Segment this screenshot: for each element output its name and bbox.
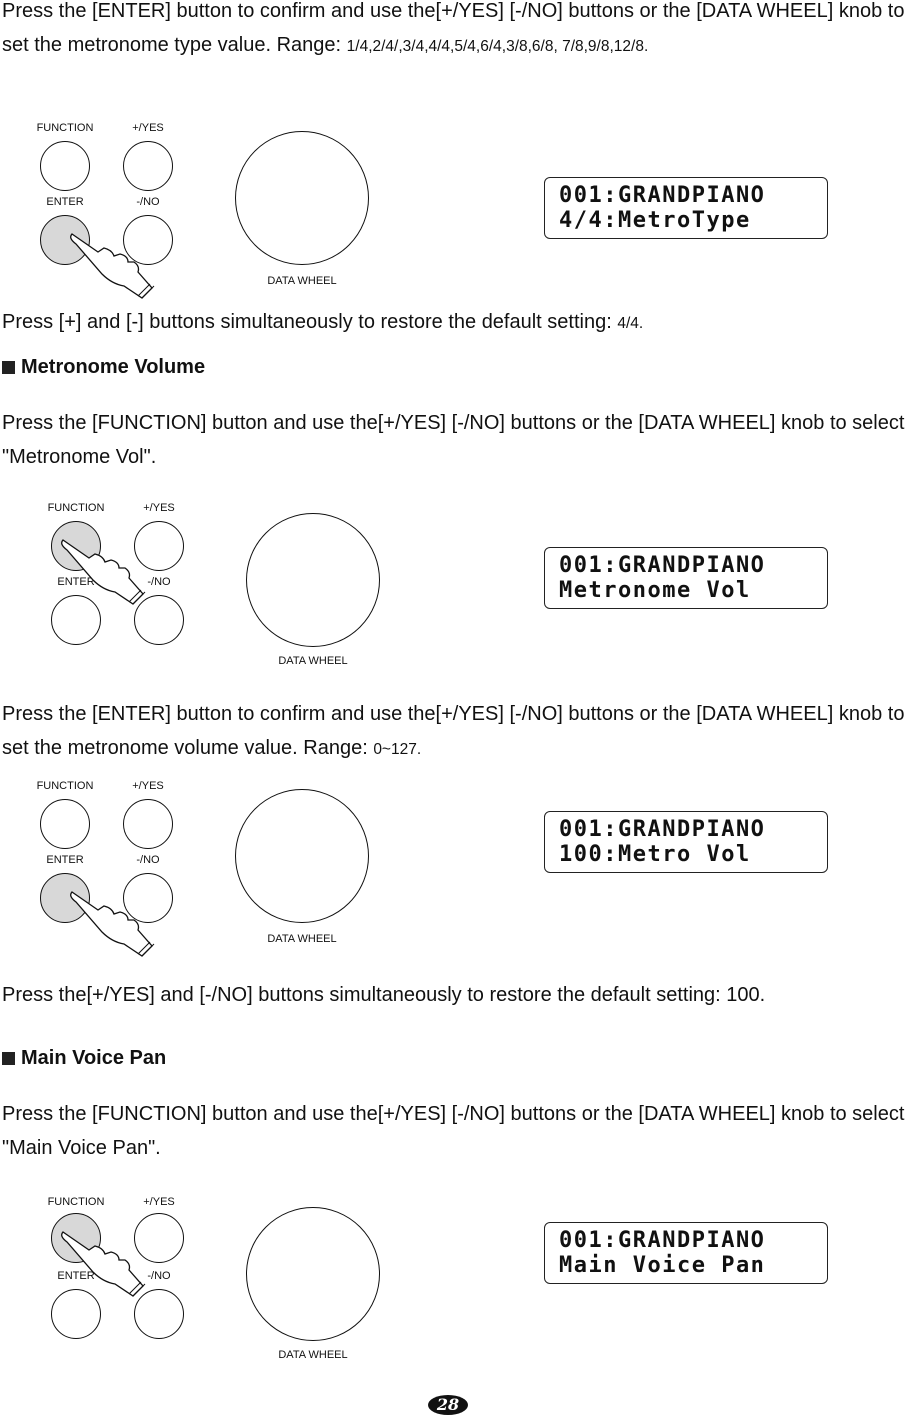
function-label: FUNCTION	[36, 780, 94, 792]
lcd-line-2: Main Voice Pan	[559, 1253, 766, 1278]
section-heading-metronome-volume: Metronome Volume	[2, 356, 205, 379]
panel-function-pan	[41, 1192, 381, 1367]
lcd-display	[544, 547, 828, 609]
pointing-hand-icon	[59, 536, 149, 606]
pointing-hand-icon	[68, 230, 158, 300]
data-wheel-label: DATA WHEEL	[267, 275, 337, 287]
instruction-metronome-volume: Press the [ENTER] button to confirm and use the[+/YES] [-/NO] buttons or the [DATA WHEEL] knob to set the metronome volume value. Range: 0~127.	[2, 703, 905, 759]
lcd-line-1: 001:GRANDPIANO	[559, 817, 766, 842]
range-metronome-volume: 0~127.	[373, 741, 422, 758]
panel-function-vol	[41, 498, 381, 673]
yes-button[interactable]	[123, 141, 173, 191]
lcd-line-1: 001:GRANDPIANO	[559, 183, 766, 208]
section-heading-main-voice-pan: Main Voice Pan	[2, 1047, 166, 1070]
enter-label: ENTER	[57, 576, 95, 588]
data-wheel[interactable]	[246, 1207, 380, 1341]
lcd-display	[544, 811, 828, 873]
lcd-line-2: 100:Metro Vol	[559, 842, 751, 867]
yes-label: +/YES	[132, 122, 164, 134]
lcd-line-1: 001:GRANDPIANO	[559, 1228, 766, 1253]
enter-label: ENTER	[46, 196, 84, 208]
no-label: -/NO	[147, 576, 171, 588]
function-button[interactable]	[40, 141, 90, 191]
no-label: -/NO	[136, 854, 160, 866]
instruction-metronome-type: Press the [ENTER] button to confirm and use the[+/YES] [-/NO] buttons or the [DATA WHEEL] knob to set the metronome type value. Range: 1/4,2/4/,3/4,4/4,5/4,6/4,3/8,6/8, 7/8,9/8,12/8.	[2, 0, 905, 56]
function-label: FUNCTION	[47, 502, 105, 514]
yes-button[interactable]	[123, 799, 173, 849]
function-label: FUNCTION	[47, 1196, 105, 1208]
panel-enter-type	[30, 118, 370, 293]
yes-label: +/YES	[143, 502, 175, 514]
lcd-line-1: 001:GRANDPIANO	[559, 553, 766, 578]
data-wheel-label: DATA WHEEL	[278, 1349, 348, 1361]
data-wheel[interactable]	[235, 131, 369, 265]
enter-label: ENTER	[57, 1270, 95, 1282]
lcd-line-2: Metronome Vol	[559, 578, 751, 603]
no-label: -/NO	[136, 196, 160, 208]
data-wheel-label: DATA WHEEL	[267, 933, 337, 945]
function-label: FUNCTION	[36, 122, 94, 134]
lcd-line-2: 4/4:MetroType	[559, 208, 751, 233]
no-label: -/NO	[147, 1270, 171, 1282]
function-button[interactable]	[40, 799, 90, 849]
yes-label: +/YES	[132, 780, 164, 792]
range-metronome-type: 1/4,2/4/,3/4,4/4,5/4,6/4,3/8,6/8, 7/8,9/8,12/8.	[346, 38, 649, 55]
data-wheel[interactable]	[246, 513, 380, 647]
lcd-display	[544, 1222, 828, 1284]
enter-label: ENTER	[46, 854, 84, 866]
bullet-square-icon	[2, 1052, 15, 1065]
yes-label: +/YES	[143, 1196, 175, 1208]
panel-enter-vol	[30, 776, 370, 951]
data-wheel[interactable]	[235, 789, 369, 923]
data-wheel-label: DATA WHEEL	[278, 655, 348, 667]
restore-default-volume: Press the[+/YES] and [-/NO] buttons simultaneously to restore the default setting: 100.	[2, 984, 766, 1006]
lcd-display	[544, 177, 828, 239]
instruction-select-metronome-vol: Press the [FUNCTION] button and use the[+/YES] [-/NO] buttons or the [DATA WHEEL] knob to select "Metronome Vol".	[2, 412, 905, 468]
instruction-select-main-voice-pan: Press the [FUNCTION] button and use the[+/YES] [-/NO] buttons or the [DATA WHEEL] knob to select "Main Voice Pan".	[2, 1103, 905, 1159]
page-number: 28	[428, 1395, 468, 1415]
bullet-square-icon	[2, 361, 15, 374]
pointing-hand-icon	[68, 888, 158, 958]
pointing-hand-icon	[59, 1228, 149, 1298]
restore-default-type: Press [+] and [-] buttons simultaneously to restore the default setting: 4/4.	[2, 311, 644, 333]
